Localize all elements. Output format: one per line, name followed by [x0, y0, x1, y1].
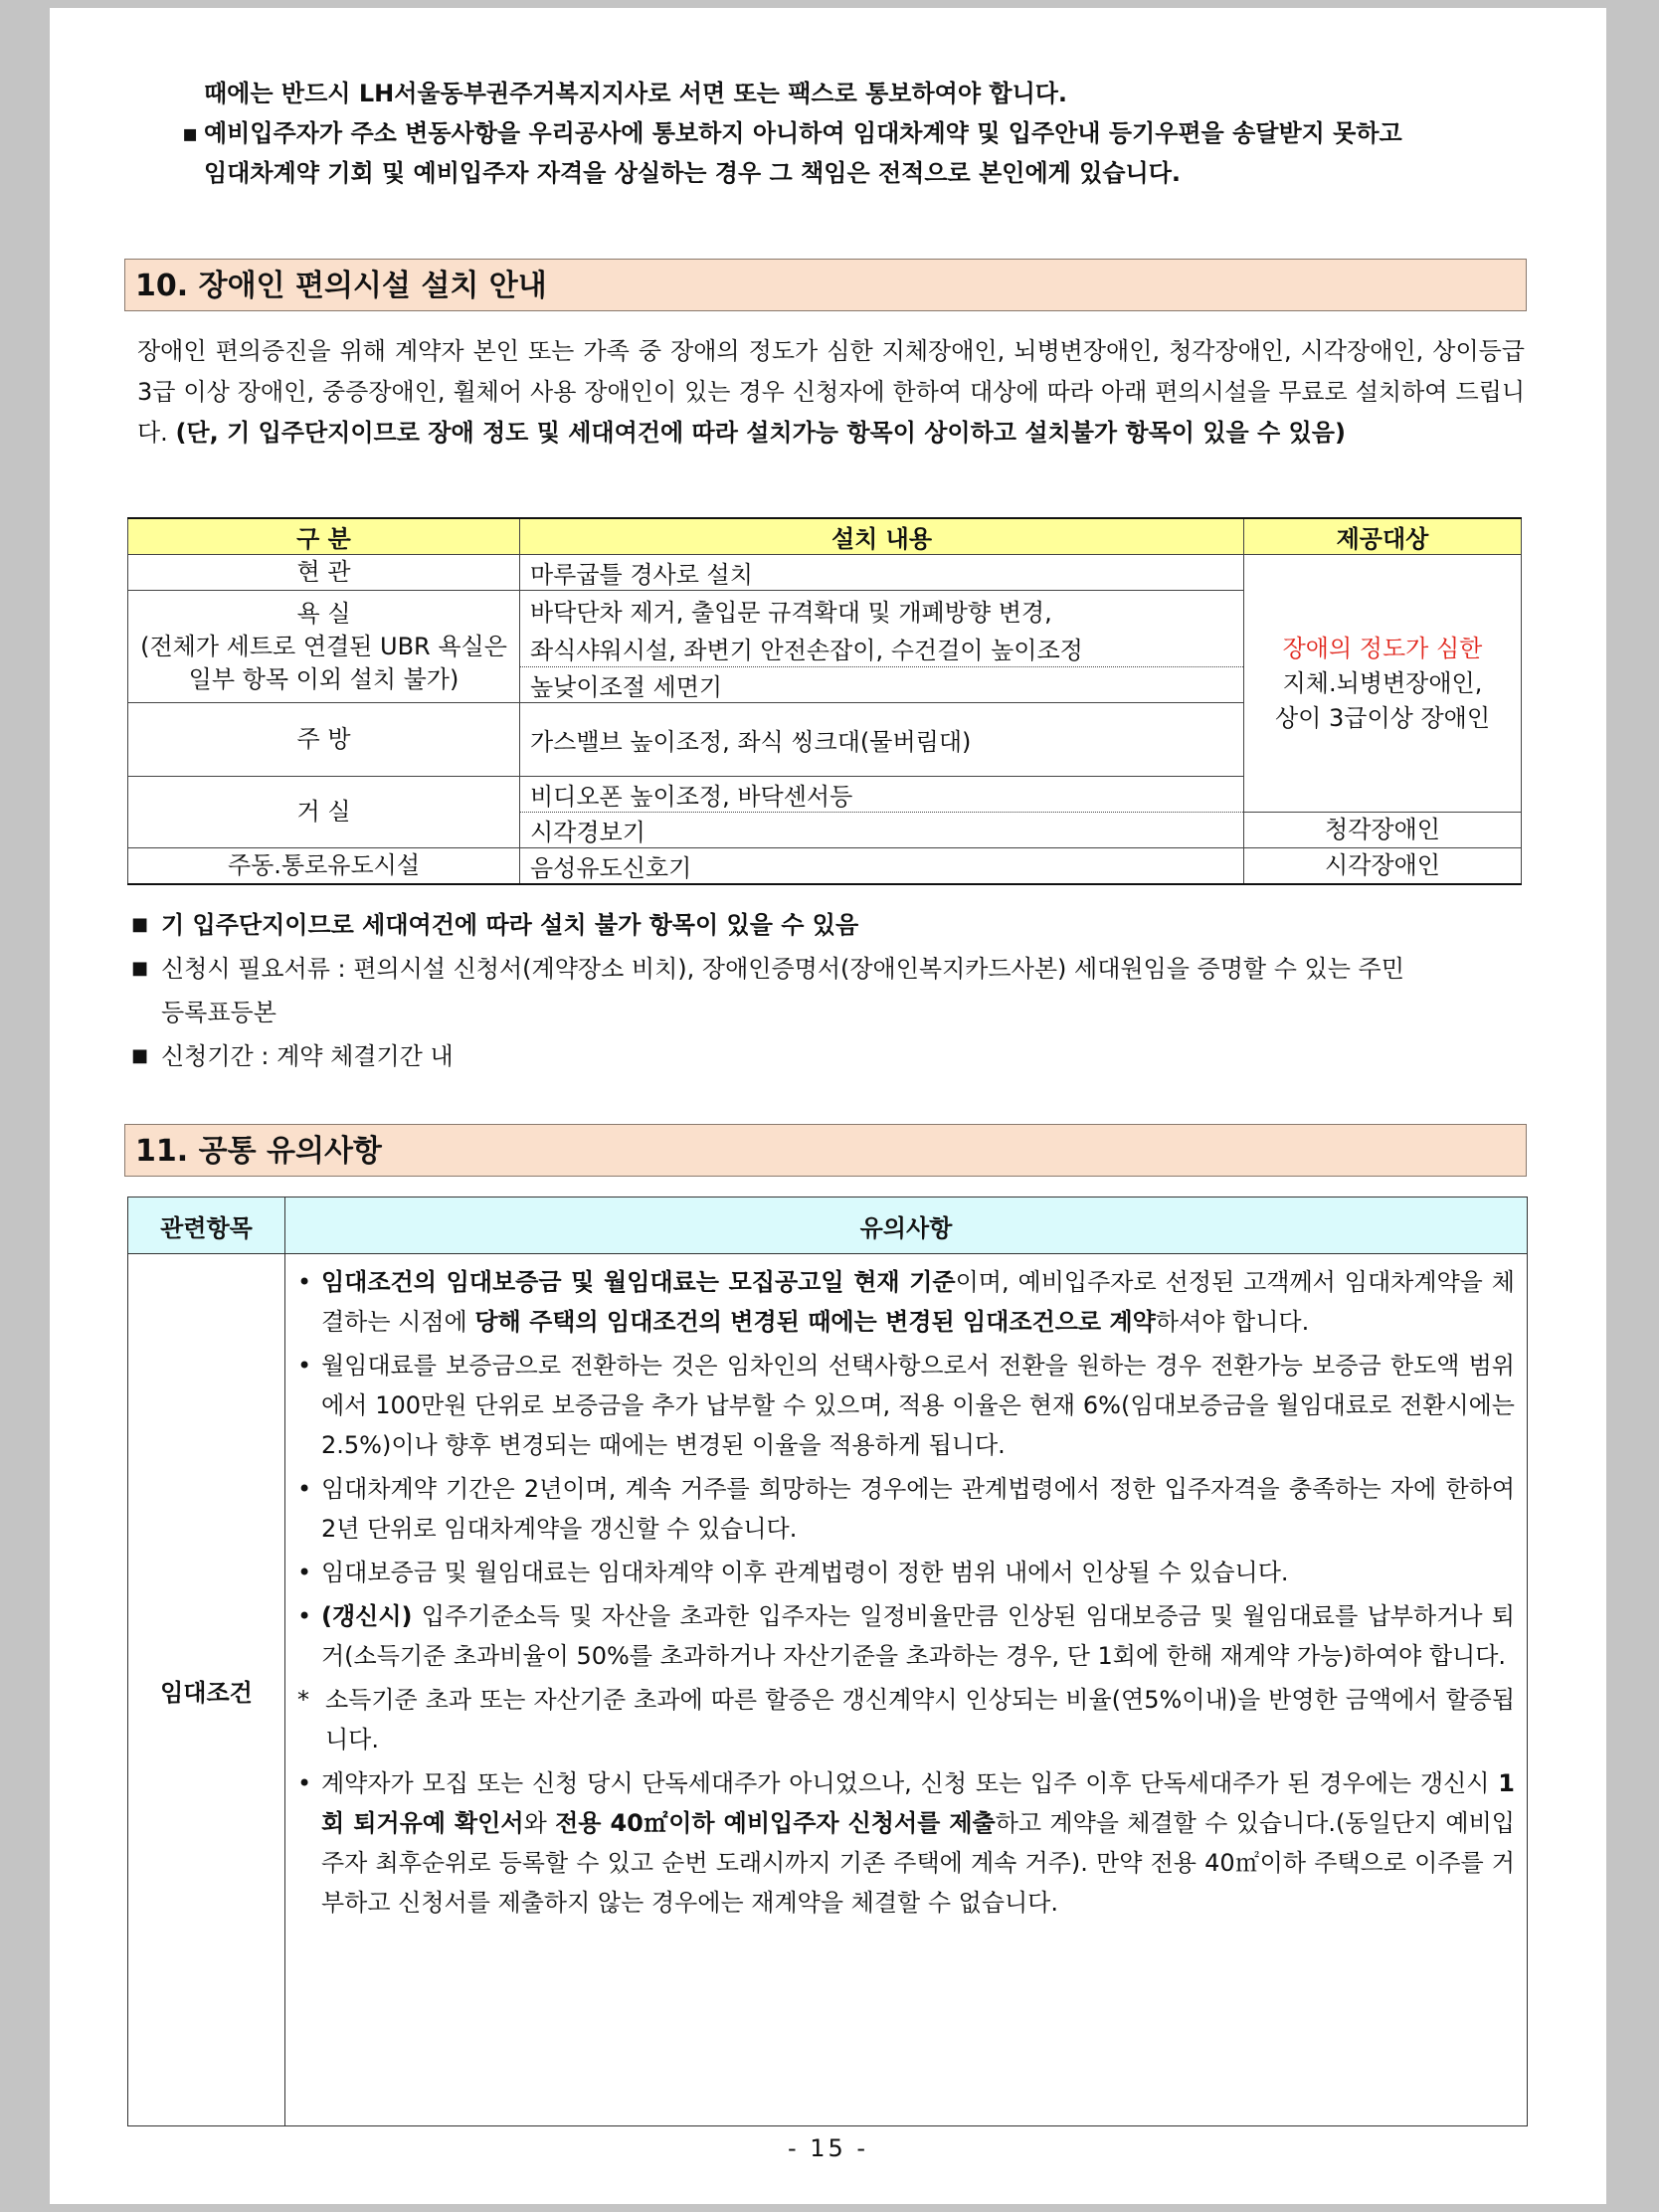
note-item: [131, 947, 1524, 991]
target-text-3: 상이 3급이상 장애인: [1275, 703, 1490, 732]
col-header-target: 제공대상: [1244, 518, 1522, 555]
note-text: 기 입주단지이므로 세대여건에 따라 설치 불가 항목이 있을 수 있음: [161, 911, 859, 939]
bullet-square-icon: ■: [131, 958, 149, 979]
note-continuation: 등록표등본: [161, 999, 276, 1026]
note-item: [131, 903, 1524, 947]
item-bathroom-3: 높낮이조절 세면기: [520, 667, 1244, 703]
cat-kitchen: 주 방: [128, 703, 520, 777]
target-text-2: 지체.뇌병변장애인,: [1282, 668, 1483, 697]
cat-bathroom-label: 욕 실: [296, 599, 351, 628]
lease-notes-cell: [285, 1254, 1528, 2126]
item-living-2: 시각경보기: [520, 813, 1244, 848]
intro-line: 때에는 반드시 LH서울동부권주거복지지사로 서면 또는 팩스로 통보하여야 합니다.: [204, 80, 1068, 107]
emphasis: 1회 퇴거유예 확인서: [321, 1769, 1515, 1837]
bullet-dot-icon: •: [297, 1352, 312, 1380]
item-bathroom-1: 바닥단차 제거, 출입문 규격확대 및 개폐방향 변경,: [520, 591, 1244, 630]
list-item-footnote: [297, 1680, 1515, 1759]
text: 입주기준소득 및 자산을 초과한 입주자는 일정비율만큼 인상된 임대보증금 및 월임대료를 납부하거나 퇴거(소득기준 초과비율이 50%를 초과하거나 자산기준을 초과하는 경우, 단 1회에 한해 재계약 가능)하여야 합니다.: [321, 1602, 1515, 1670]
row-label-lease-terms: 임대조건: [128, 1254, 285, 2126]
cat-bathroom-note1: (전체가 세트로 연결된 UBR 욕실은: [140, 632, 507, 660]
asterisk-icon: *: [297, 1686, 309, 1714]
bullet-dot-icon: •: [297, 1559, 312, 1586]
section-11-title: 11. 공통 유의사항: [124, 1124, 1527, 1177]
text: 이며, 예비입주자로 선정된 고객께서 임대차계약을 체결하는 시점에: [321, 1268, 1515, 1336]
note-item: [131, 1034, 1524, 1078]
note-text: 신청시 필요서류 : 편의시설 신청서(계약장소 비치), 장애인증명서(장애인복지카드사본) 세대원임을 증명할 수 있는 주민: [161, 955, 1404, 983]
cat-bathroom: [128, 591, 520, 703]
text: 소득기준 초과 또는 자산기준 초과에 따른 할증은 갱신계약시 인상되는 비율(연5%이내)을 반영한 금액에서 할증됩니다.: [325, 1686, 1515, 1753]
bullet-dot-icon: •: [297, 1475, 312, 1503]
bullet-square-icon: ▪: [182, 119, 199, 147]
intro-bullet-line2: 임대차계약 기회 및 예비입주자 자격을 상실하는 경우 그 책임은 전적으로 본인에게 있습니다.: [204, 159, 1182, 187]
cat-guidance: 주동.통로유도시설: [128, 848, 520, 885]
intro-bullet: [132, 113, 1584, 153]
item-entrance: 마루굽틀 경사로 설치: [520, 555, 1244, 591]
list-item: [297, 1596, 1515, 1676]
col-header-notes: 유의사항: [285, 1198, 1528, 1254]
list-item: [297, 1553, 1515, 1592]
list-item: [297, 1469, 1515, 1549]
target-hearing: 청각장애인: [1244, 813, 1522, 848]
text: 임대보증금 및 월임대료는 임대차계약 이후 관계법령이 정한 범위 내에서 인상될 수 있습니다.: [321, 1559, 1289, 1586]
list-item: [297, 1346, 1515, 1465]
item-guidance: 음성유도신호기: [520, 848, 1244, 885]
emphasis: 전용 40㎡이하 예비입주자 신청서를 제출: [555, 1809, 996, 1837]
bullet-square-icon: ■: [131, 1045, 149, 1066]
note-text: 신청기간 : 계약 체결기간 내: [161, 1042, 454, 1070]
text: 하고 계약을 체결할 수 있습니다.(동일단지 예비입주자 최후순위로 등록할 수 있고 순번 도래시까지 기존 주택에 계속 거주). 만약 전용 40㎡이하 주택으로 이주를 거부하고 신청서를 제출하지 않는 경우에는 재계약을 체결할 수 없습니다.: [321, 1809, 1515, 1917]
list-item: [297, 1763, 1515, 1923]
intro-bullet-line1: 예비입주자가 주소 변동사항을 우리공사에 통보하지 아니하여 임대차계약 및 입주안내 등기우편을 송달받지 못하고: [204, 119, 1402, 147]
emphasis: 임대조건의 임대보증금 및 월임대료는 모집공고일 현재 기준: [321, 1268, 956, 1296]
col-header-item: 관련항목: [128, 1198, 285, 1254]
item-kitchen: 가스밸브 높이조정, 좌식 씽크대(물버림대): [520, 703, 1244, 777]
text: 와: [523, 1809, 556, 1837]
cat-entrance: 현 관: [128, 555, 520, 591]
document-page: [50, 8, 1606, 2204]
col-header-category: 구 분: [128, 518, 520, 555]
text: 하셔야 합니다.: [1155, 1308, 1310, 1336]
col-header-content: 설치 내용: [520, 518, 1244, 555]
bullet-dot-icon: •: [297, 1602, 312, 1630]
section-10-paragraph: [137, 331, 1525, 454]
text: 월임대료를 보증금으로 전환하는 것은 임차인의 선택사항으로서 전환을 원하는 경우 전환가능 보증금 한도액 범위에서 100만원 단위로 보증금을 추가 납부할 수 있으며, 적용 이율은 현재 6%(임대보증금을 월임대료로 전환시에는 2.5%)이나 향후 변경되는 때에는 변경된 이율을 적용하게 됩니다.: [321, 1352, 1515, 1459]
section-10-notes: [131, 903, 1524, 1078]
emphasis: 당해 주택의 임대조건의 변경된 때에는 변경된 임대조건으로 계약: [474, 1308, 1156, 1336]
facility-table: [127, 517, 1522, 885]
item-living-1: 비디오폰 높이조정, 바닥센서등: [520, 777, 1244, 813]
section-10-title: 10. 장애인 편의시설 설치 안내: [124, 259, 1527, 311]
cat-bathroom-note2: 일부 항목 이외 설치 불가): [188, 664, 460, 693]
intro-block: [132, 74, 1584, 193]
bullet-dot-icon: •: [297, 1268, 312, 1296]
bullet-square-icon: ■: [131, 914, 149, 935]
target-red-text: 장애의 정도가 심한: [1282, 634, 1483, 662]
item-bathroom-2: 좌식샤워시설, 좌변기 안전손잡이, 수건걸이 높이조정: [520, 630, 1244, 667]
cat-living: 거 실: [128, 777, 520, 848]
para-plain: 장애인 편의증진을 위해 계약자 본인 또는 가족 중 장애의 정도가 심한 지체장애인, 뇌병변장애인, 청각장애인, 시각장애인, 상이등급 3급 이상 장애인, 중증장애인, 휠체어 사용 장애인이 있는 경우 신청자에 한하여 대상에 따라 아래 편의시설을 무료로 설치하여 드립니다.: [137, 337, 1525, 447]
bullet-dot-icon: •: [297, 1769, 312, 1797]
common-notes-table: [127, 1197, 1528, 2126]
para-bold: (단, 기 입주단지이므로 장애 정도 및 세대여건에 따라 설치가능 항목이 상이하고 설치불가 항목이 있을 수 있음): [175, 419, 1346, 447]
page-number: - 15 -: [787, 2134, 869, 2162]
text: 계약자가 모집 또는 신청 당시 단독세대주가 아니었으나, 신청 또는 입주 이후 단독세대주가 된 경우에는 갱신시: [321, 1769, 1499, 1797]
target-visual: 시각장애인: [1244, 848, 1522, 885]
list-item: [297, 1262, 1515, 1342]
text: 임대차계약 기간은 2년이며, 계속 거주를 희망하는 경우에는 관계법령에서 정한 입주자격을 충족하는 자에 한하여 2년 단위로 임대차계약을 갱신할 수 있습니다.: [321, 1475, 1515, 1543]
emphasis: (갱신시): [321, 1602, 413, 1630]
target-cell-main: [1244, 555, 1522, 813]
